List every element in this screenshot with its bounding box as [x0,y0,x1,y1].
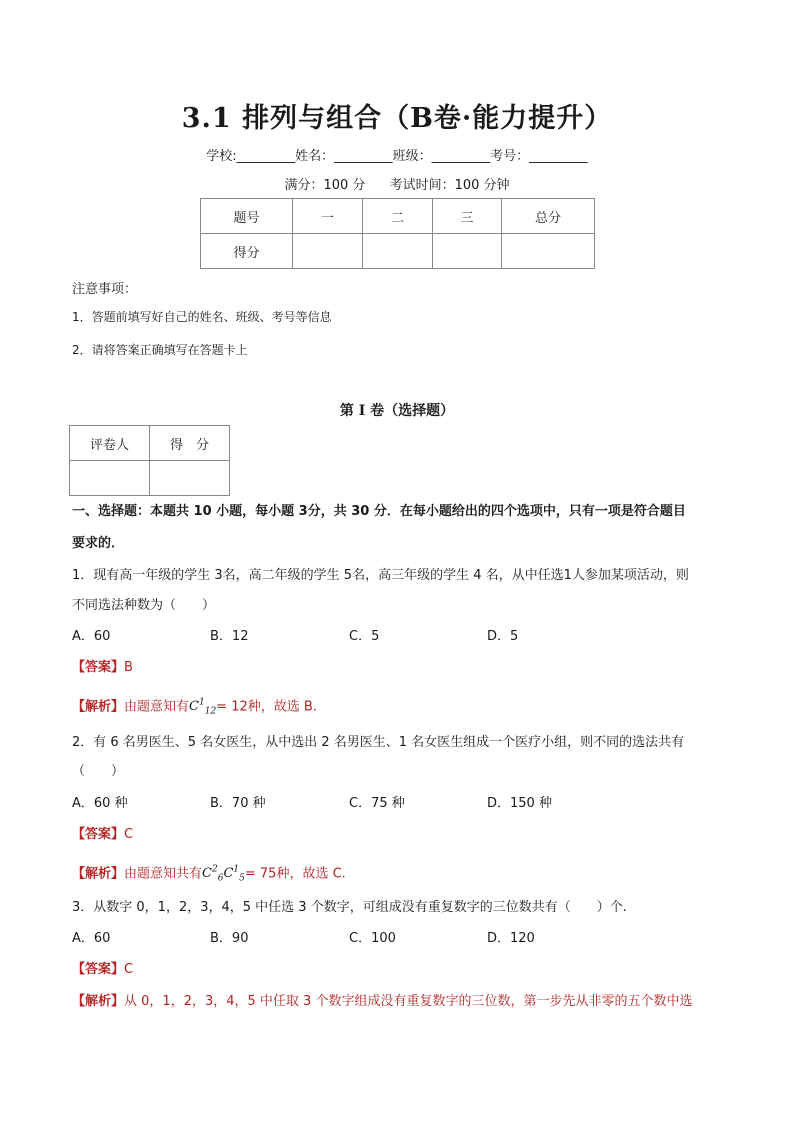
grader-header-cell: 评卷人 [70,426,150,461]
part-heading: 一、选择题：本题共 10 小题，每小题 3分，共 30 分．在每小题给出的四个选项中，只有一项是符合题目 [72,504,686,519]
part-heading-cont: 要求的． [72,536,125,551]
combination-formula: $C^1_{12}$ [189,698,217,717]
section-title: 第 I 卷（选择题） [339,403,455,419]
note-item: 2．请将答案正确填写在答题卡上 [72,343,248,357]
analysis-label: 【解析】 [72,866,125,882]
question-2-analysis [72,860,732,889]
grader-header-cell: 得 分 [150,426,230,461]
answer-label: 【答案】 [72,827,125,842]
student-info-line: 学校:_________姓名：_________班级：_________考号：_________ [206,149,588,164]
analysis-text: 从 0，1，2，3，4，5 中任取 3 个数字组成没有重复数字的三位数，第一步先从非零的五个数中选 [124,994,693,1009]
score-cell [293,234,363,269]
question-1-analysis [72,693,732,722]
option-c: C．75 种 [349,796,405,811]
question-1-stem: 1．现有高一年级的学生 3名，高二年级的学生 5名，高三年级的学生 4 名，从中任选1人参加某项活动，则 [72,568,689,583]
score-table [200,198,595,269]
option-b: B．90 [210,931,249,946]
option-c: C．100 [349,931,396,946]
score-header-cell: 总分 [502,199,595,234]
question-2-answer [72,825,732,845]
option-d: D．5 [487,629,519,644]
analysis-label: 【解析】 [72,699,125,715]
option-c: C．5 [349,629,380,644]
score-cell [433,234,502,269]
option-a: A．60 [72,931,111,946]
answer-value: B [124,660,133,675]
answer-label: 【答案】 [72,962,125,977]
question-1-options [72,627,732,647]
score-row-label: 得分 [201,234,293,269]
option-d: D．150 种 [487,796,552,811]
question-1-stem-cont: 不同选法种数为（ ） [72,598,216,613]
notes-title: 注意事项： [72,282,138,297]
option-a: A．60 [72,629,111,644]
option-a: A．60 种 [72,796,128,811]
option-b: B．12 [210,629,249,644]
score-header-cell: 三 [433,199,502,234]
analysis-text: = 75种，故选 C. [244,866,346,882]
question-3-options [72,929,732,949]
question-1-answer [72,658,732,678]
question-3-answer [72,960,732,980]
score-header-cell: 一 [293,199,363,234]
analysis-text: 由题意知有 [124,699,190,715]
score-header-cell: 题号 [201,199,293,234]
analysis-text: 由题意知共有 [124,866,203,882]
score-cell [502,234,595,269]
grader-cell [70,461,150,496]
question-3-analysis [72,992,732,1012]
combination-formula: $C^2_6C^1_5$ [202,865,245,884]
answer-value: C [124,827,134,842]
question-3-stem: 3．从数字 0，1，2，3，4，5 中任选 3 个数字，可组成没有重复数字的三位数共有（ ）个. [72,900,627,915]
full-score: 满分：100 分 [284,178,366,193]
answer-label: 【答案】 [72,660,125,675]
option-b: B．70 种 [210,796,266,811]
analysis-label: 【解析】 [72,994,125,1009]
question-2-stem-cont: （ ） [72,764,125,779]
analysis-text: = 12种，故选 B. [216,699,317,715]
score-cell [363,234,433,269]
question-2-options [72,794,732,814]
exam-info [0,174,794,193]
note-item: 1．答题前填写好自己的姓名、班级、考号等信息 [72,310,332,324]
question-2-stem: 2．有 6 名男医生、5 名女医生，从中选出 2 名男医生、1 名女医生组成一个医疗小组，则不同的选法共有 [72,735,685,750]
grader-table [69,425,230,496]
grader-cell [150,461,230,496]
exam-time: 考试时间：100 分钟 [389,178,510,193]
page-title: 3.1 排列与组合（B卷·能力提升） [181,103,613,134]
option-d: D．120 [487,931,535,946]
answer-value: C [124,962,134,977]
score-header-cell: 二 [363,199,433,234]
